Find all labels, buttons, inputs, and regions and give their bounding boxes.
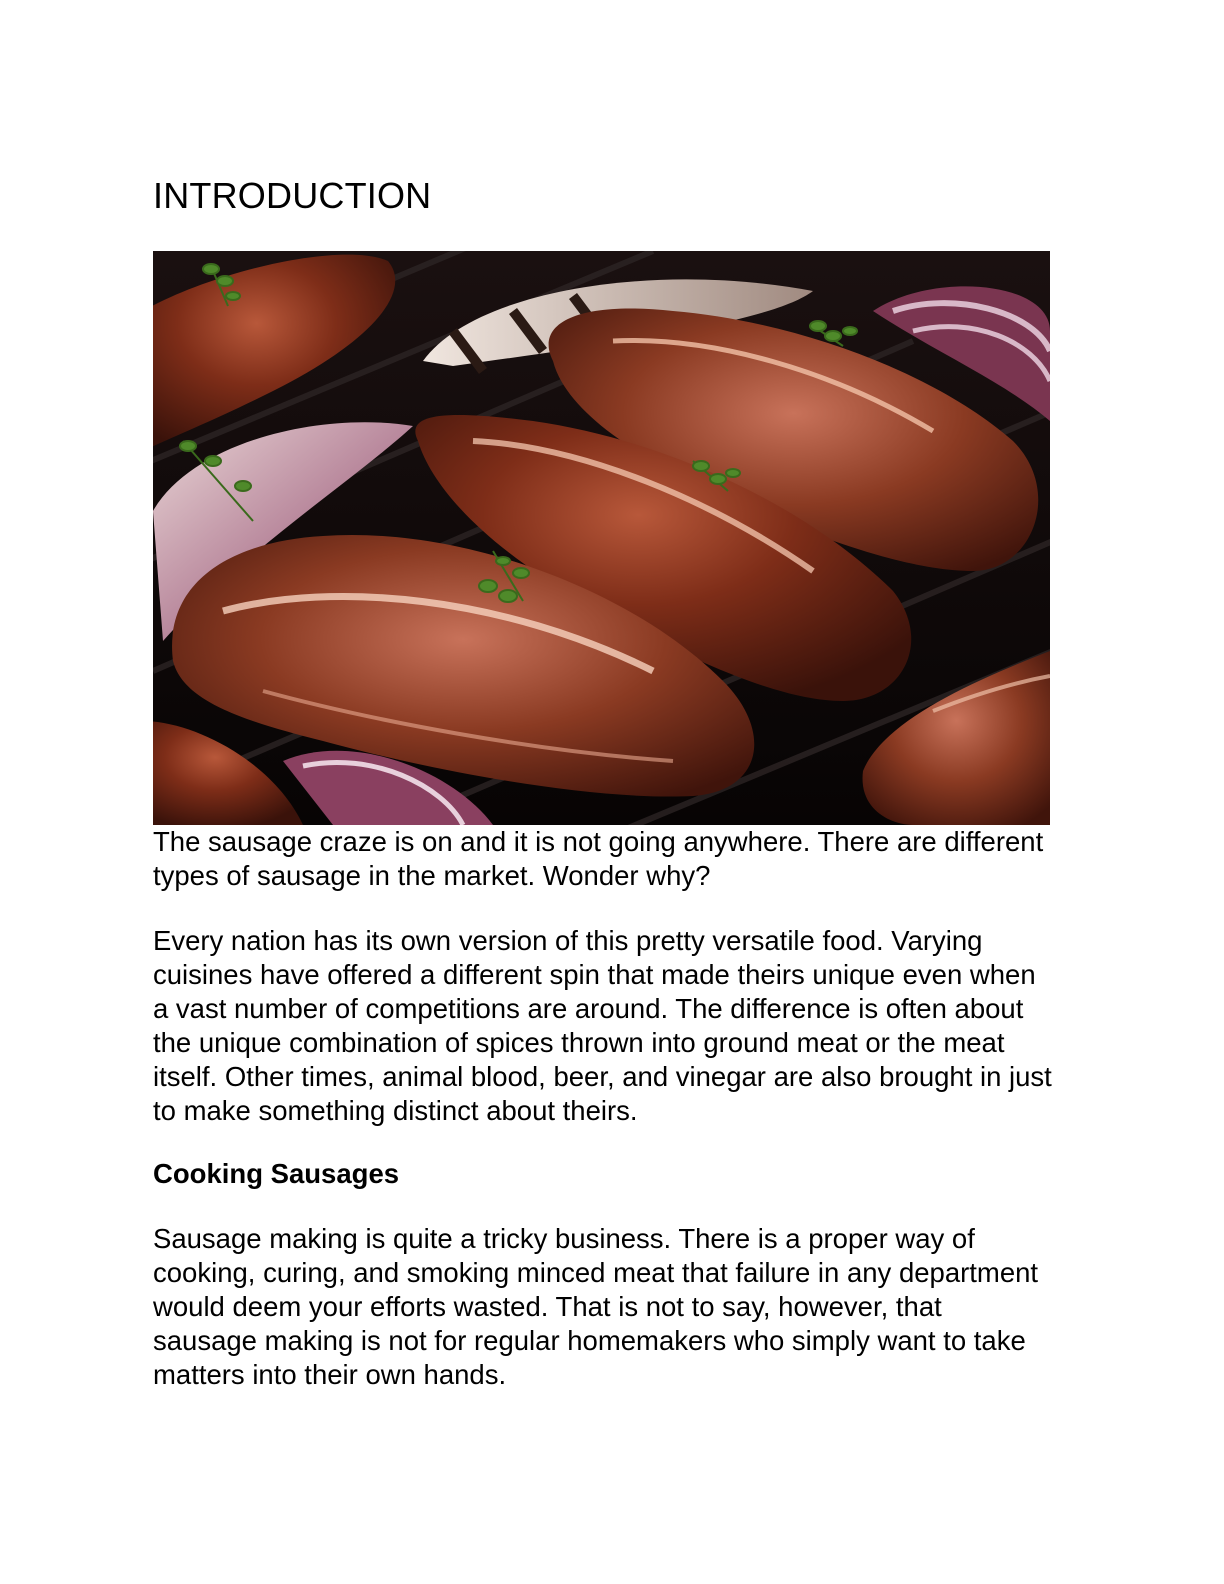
intro-paragraph-1: The sausage craze is on and it is not going anywhere. There are different types of sausage in the market. Wonder why? [153,826,1044,891]
page-title: INTRODUCTION [153,175,432,216]
section-heading: Cooking Sausages [153,1158,400,1189]
grilled-sausages-photo [153,251,1050,825]
grilled-sausages-illustration [153,251,1050,825]
intro-paragraph-2: Every nation has its own version of this pretty versatile food. Varying cuisines have offered a different spin that made theirs unique even when a vast number of competitions are around. The difference is often about the unique combination of spices thrown into ground meat or the meat itself. Other times, animal blood, beer, and vinegar are also brought in just to make something distinct about theirs. [153,925,1052,1126]
section-paragraph-1: Sausage making is quite a tricky business. There is a proper way of cooking, curing, and smoking minced meat that failure in any department would deem your efforts wasted. That is not to say, however, that sausage making is not for regular homemakers who simply want to take matters into their own hands. [153,1223,1039,1390]
